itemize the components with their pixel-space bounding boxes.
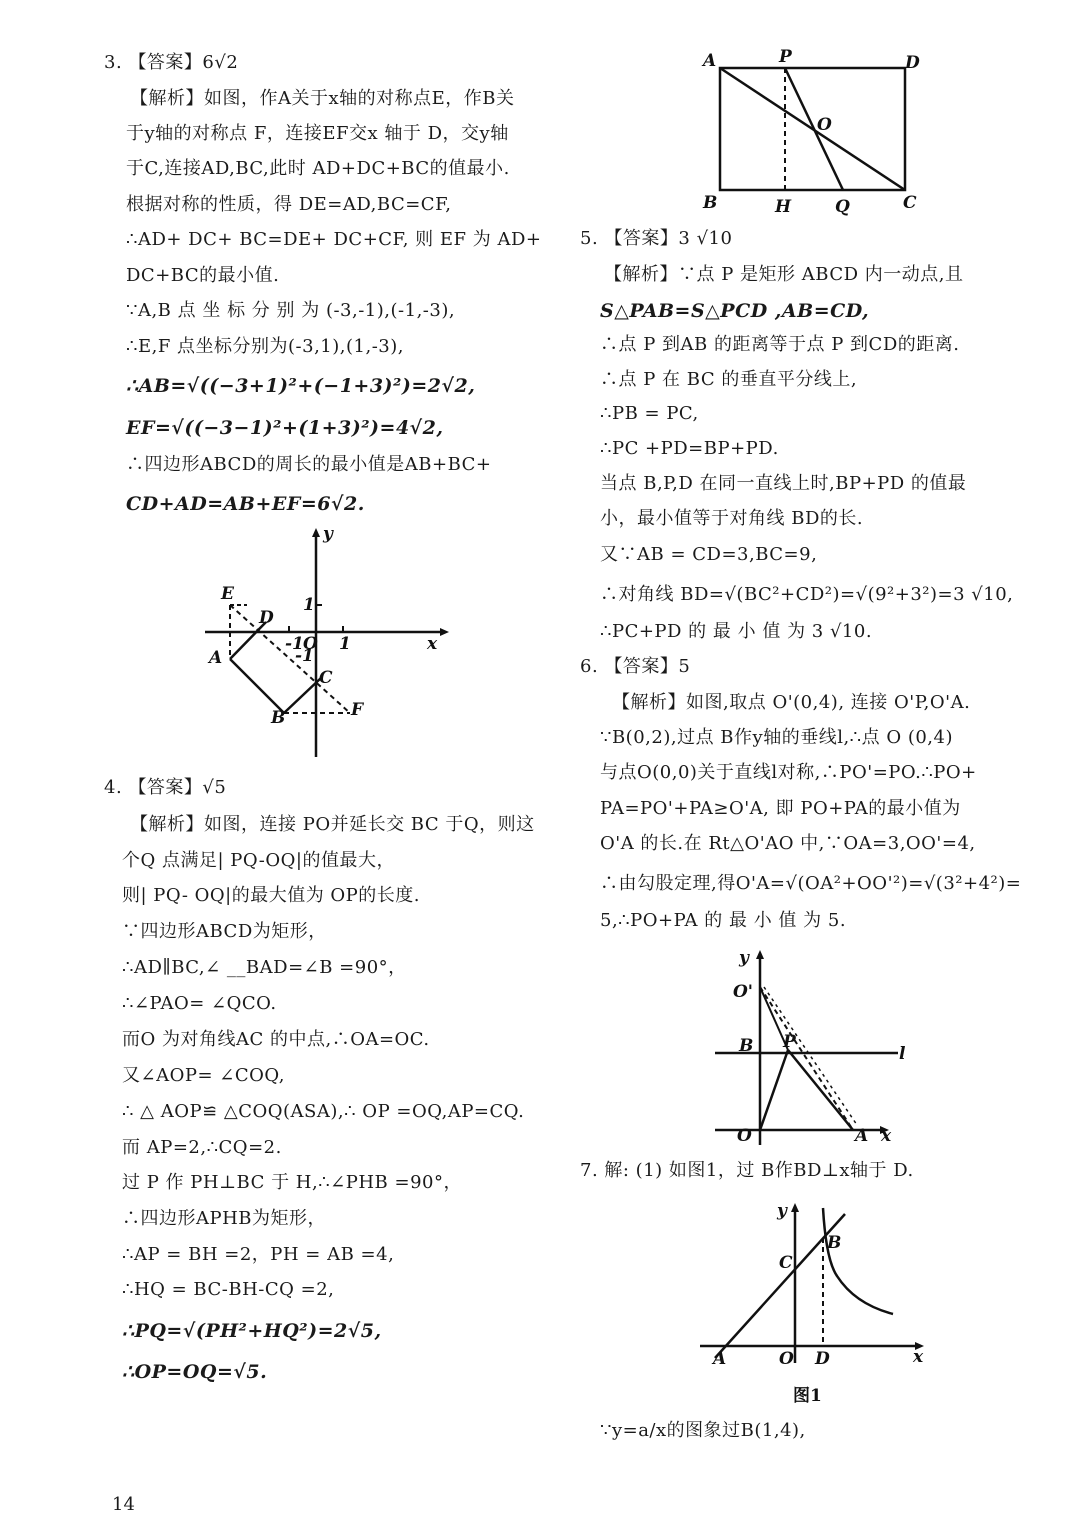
q3-formula-ef: EF=√((−3−1)²+(1+3)²)=4√2,: [126, 417, 444, 439]
q6-text-line: O'A 的长.在 Rt△O'AO 中,∵OA=3,OO'=4,: [600, 833, 976, 854]
q4-formula-pq: ∴PQ=√(PH²+HQ²)=2√5,: [122, 1320, 382, 1342]
q4-text-line: 个Q 点满足| PQ-OQ|的值最大，: [122, 850, 395, 871]
q7-text-line: ∵y=a/x的图象过B(1,4),: [600, 1420, 806, 1441]
fig3-label: 1: [339, 634, 351, 654]
q7-function-figure: [695, 1198, 935, 1410]
q4-text-line: 而 AP=2,∴CQ=2.: [122, 1137, 282, 1158]
fig3-label: C: [319, 668, 333, 688]
fig3-label: -1: [295, 646, 314, 666]
q5-formula-area: S△PAB=S△PCD ,AB=CD,: [600, 300, 870, 322]
fig7-label: D: [815, 1349, 830, 1369]
fig3-label: 1: [303, 595, 315, 615]
fig7-label: A: [713, 1349, 727, 1369]
q4-rectangle-figure: [695, 42, 935, 220]
q4-text-line: ∴ △ AOP≌ △COQ(ASA),∴ OP =OQ,AP=CQ.: [122, 1101, 525, 1122]
q6-text-line: 【解析】如图,取点 O'(0,4), 连接 O'P,O'A.: [612, 692, 971, 713]
fig6-label: y: [739, 948, 749, 968]
fig6-label: O': [733, 982, 754, 1002]
q3-formula-ab: ∴AB=√((−3+1)²+(−1+3)²)=2√2,: [126, 375, 476, 397]
fig3-label: O: [303, 634, 318, 654]
q5-text-line: ∴点 P 到AB 的距离等于点 P 到CD的距离.: [600, 334, 960, 355]
q6-coordinate-figure: [705, 945, 915, 1147]
q3-coordinate-figure: [195, 525, 455, 765]
q5-text-line: ∴PC +PD=BP+PD.: [600, 438, 779, 459]
q5-formula-bd: ∴对角线 BD=√(BC²+CD²)=√(9²+3²)=3 √10,: [600, 584, 1014, 605]
fig3-label: E: [221, 584, 234, 604]
fig3-label: -1: [285, 634, 304, 654]
q4-text-line: ∴四边形APHB为矩形，: [122, 1208, 327, 1229]
q5-text-line: 小，最小值等于对角线 BD的长.: [600, 508, 864, 529]
q6-text-line: ∵B(0,2),过点 B作y轴的垂线l,∴点 O (0,4): [600, 727, 953, 748]
q5-text-line: ∴PB = PC,: [600, 403, 699, 424]
fig7-label: C: [779, 1253, 793, 1273]
fig5-label: H: [775, 197, 792, 217]
q4-text-line: ∴AD∥BC,∠ __BAD=∠B =90°，: [122, 957, 407, 978]
q3-text-line: 于C,连接AD,BC,此时 AD+DC+BC的值最小.: [126, 158, 510, 179]
fig5-label: B: [703, 193, 718, 213]
q4-text-line: 过 P 作 PH⊥BC 于 H,∴∠PHB =90°，: [122, 1172, 462, 1193]
q5-text-line: ∴点 P 在 BC 的垂直平分线上,: [600, 369, 858, 390]
q5-answer: 5. 【答案】3 √10: [580, 228, 733, 249]
q4-text-line: 【解析】如图，连接 PO并延长交 BC 于Q，则这: [130, 814, 535, 835]
q4-text-line: 则| PQ- OQ|的最大值为 OP的长度.: [122, 885, 421, 906]
q7-text-line: 7. 解: (1) 如图1，过 B作BD⊥x轴于 D.: [580, 1160, 914, 1181]
fig6-label: l: [899, 1044, 906, 1064]
fig5-label: O: [817, 115, 832, 135]
q3-text-line: ∵A,B 点 坐 标 分 别 为 (-3,-1),(-1,-3),: [126, 300, 456, 321]
q3-text-line: ∴E,F 点坐标分别为(-3,1),(1,-3),: [126, 336, 404, 357]
q5-text-line: ∴PC+PD 的 最 小 值 为 3 √10.: [600, 621, 873, 642]
page-number: 14: [112, 1494, 135, 1515]
q3-text-line: ∴AD+ DC+ BC=DE+ DC+CF, 则 EF 为 AD+: [126, 229, 542, 250]
q3-text-line: ∴四边形ABCD的周长的最小值是AB+BC+: [126, 454, 492, 475]
q6-text-line: 与点O(0,0)关于直线l对称,∴PO'=PO.∴PO+: [600, 762, 977, 783]
fig6-label: B: [739, 1036, 754, 1056]
fig3-label: A: [209, 648, 223, 668]
q4-text-line: ∵四边形ABCD为矩形，: [122, 921, 327, 942]
q6-text-line: PA=PO'+PA≥O'A, 即 PO+PA的最小值为: [600, 798, 961, 819]
q5-text-line: 又∵AB = CD=3,BC=9,: [600, 544, 818, 565]
q3-answer: 3. 【答案】6√2: [104, 52, 239, 73]
q4-formula-op: ∴OP=OQ=√5.: [122, 1361, 268, 1383]
fig6-label: O: [737, 1126, 752, 1146]
q5-text-line: 当点 B,P,D 在同一直线上时,BP+PD 的值最: [600, 473, 967, 494]
fig6-label: P: [783, 1032, 796, 1052]
q3-formula-result: CD+AD=AB+EF=6√2.: [126, 493, 365, 515]
q4-text-line: ∴HQ = BC-BH-CQ =2,: [122, 1279, 335, 1300]
fig6-label: A: [855, 1126, 869, 1146]
fig7-label: O: [779, 1349, 794, 1369]
q3-text-line: 根据对称的性质，得 DE=AD,BC=CF,: [126, 194, 452, 215]
fig3-label: y: [323, 525, 333, 544]
fig5-label: D: [905, 53, 920, 73]
fig3-label: D: [259, 608, 274, 628]
q6-answer: 6. 【答案】5: [580, 656, 691, 677]
fig3-label: x: [427, 634, 438, 654]
q6-text-line: ∴由勾股定理,得O'A=√(OA²+OO'²)=√(3²+4²)=: [600, 873, 1022, 894]
q4-text-line: ∴∠PAO= ∠QCO.: [122, 993, 277, 1014]
fig7-label: x: [913, 1347, 924, 1367]
q5-text-line: 【解析】∵点 P 是矩形 ABCD 内一动点,且: [604, 264, 964, 285]
q3-text-line: DC+BC的最小值.: [126, 265, 280, 286]
q3-text-line: 于y轴的对称点 F，连接EF交x 轴于 D，交y轴: [126, 123, 509, 144]
fig3-label: B: [271, 708, 286, 728]
q4-answer: 4. 【答案】√5: [104, 777, 227, 798]
fig7-label: y: [777, 1201, 787, 1221]
q4-text-line: 又∠AOP= ∠COQ,: [122, 1065, 285, 1086]
fig3-label: F: [351, 700, 364, 720]
q3-text-line: 【解析】如图，作A关于x轴的对称点E，作B关: [130, 88, 515, 109]
q4-text-line: 而O 为对角线AC 的中点,∴OA=OC.: [122, 1029, 430, 1050]
fig5-label: Q: [835, 197, 850, 217]
fig7-caption: 图1: [793, 1386, 822, 1406]
fig5-label: A: [703, 51, 717, 71]
fig5-label: P: [779, 47, 792, 67]
fig6-label: x: [881, 1126, 892, 1146]
q6-text-line: 5,∴PO+PA 的 最 小 值 为 5.: [600, 910, 847, 931]
q4-text-line: ∴AP = BH =2，PH = AB =4,: [122, 1244, 395, 1265]
fig7-label: B: [827, 1233, 842, 1253]
fig5-label: C: [903, 193, 917, 213]
